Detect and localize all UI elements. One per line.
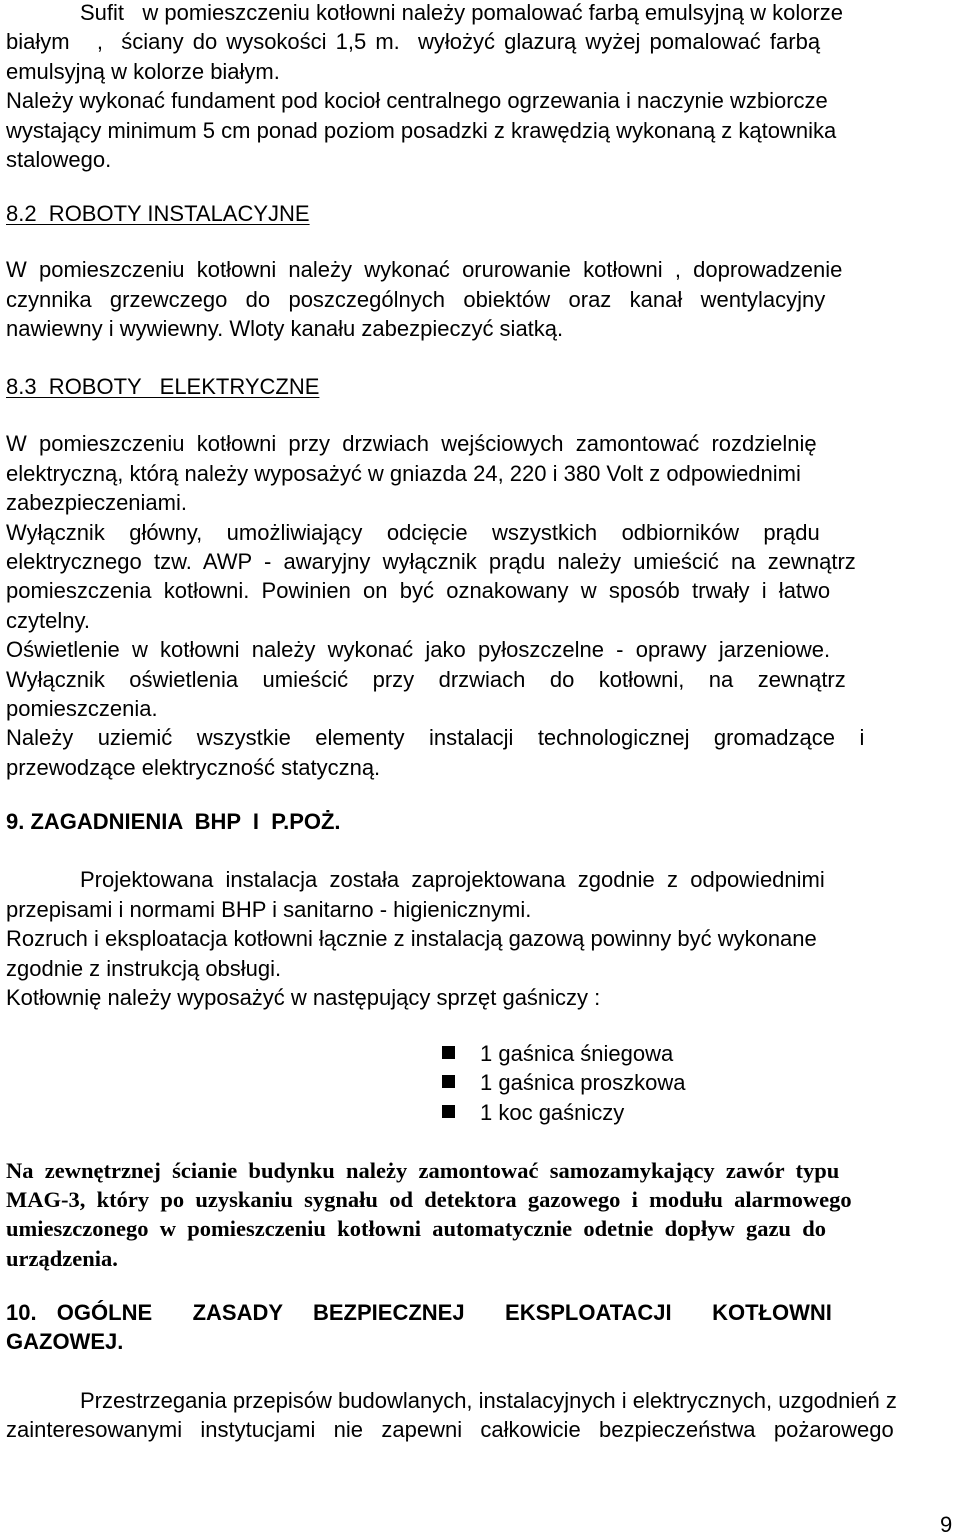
page-number: 9 xyxy=(940,1512,953,1537)
text-line: Wyłącznik oświetlenia umieścić przy drzwiach do kotłowni, na zewnątrz xyxy=(6,666,846,692)
square-bullet-icon xyxy=(442,1046,455,1059)
section-heading: 10. OGÓLNE ZASADY BEZPIECZNEJ EKSPLOATACJI KOTŁOWNI xyxy=(6,1300,832,1325)
gas-valve-notice xyxy=(6,1156,956,1273)
text-line: Projektowana instalacja została zaprojektowana zgodnie z odpowiednimi xyxy=(80,867,825,893)
section-8-2 xyxy=(6,199,956,344)
list-item: 1 koc gaśniczy xyxy=(442,1098,685,1127)
text-line: nawiewny i wywiewny. Wloty kanału zabezpieczyć siatką. xyxy=(6,316,564,342)
text-line: czytelny. xyxy=(6,607,90,633)
list-item: 1 gaśnica śniegowa xyxy=(442,1039,685,1068)
text-line: Należy wykonać fundament pod kocioł centralnego ogrzewania i naczynie wzbiorcze xyxy=(6,88,828,114)
text-line: Kotłownię należy wyposażyć w następujący sprzęt gaśniczy : xyxy=(6,985,601,1011)
text-line: przepisami i normami BHP i sanitarno - higienicznymi. xyxy=(6,896,532,922)
text-line: przewodzące elektryczność statyczną. xyxy=(6,754,381,780)
text-line: stalowego. xyxy=(6,147,112,173)
text-line: pomieszczenia. xyxy=(6,696,158,722)
list-item: 1 gaśnica proszkowa xyxy=(442,1068,685,1097)
text-line: urządzenia. xyxy=(6,1245,118,1271)
equipment-list xyxy=(6,1039,685,1127)
section-heading-continued: GAZOWEJ. xyxy=(6,1329,124,1355)
text-line: Na zewnętrznej ścianie budynku należy zamontować samozamykający zawór typu xyxy=(6,1158,840,1183)
section-8-1-continuation xyxy=(6,0,956,174)
text-line: MAG-3, który po uzyskaniu sygnału od detektora gazowego i modułu alarmowego xyxy=(6,1187,852,1213)
text-line: Sufit w pomieszczeniu kotłowni należy pomalować farbą emulsyjną w kolorze xyxy=(80,0,844,25)
section-heading: 9. ZAGADNIENIA BHP I P.POŻ. xyxy=(6,809,341,834)
section-8-3 xyxy=(6,372,956,782)
square-bullet-icon xyxy=(442,1105,455,1118)
section-10 xyxy=(6,1298,956,1445)
text-line: W pomieszczeniu kotłowni należy wykonać orurowanie kotłowni , doprowadzenie xyxy=(6,257,843,283)
text-line: Rozruch i eksploatacja kotłowni łącznie z instalacją gazową powinny być wykonane xyxy=(6,926,817,952)
text-line: białym , ściany do wysokości 1,5 m. wyłożyć glazurą wyżej pomalować farbą xyxy=(6,29,821,55)
section-heading: 8.2 ROBOTY INSTALACYJNE xyxy=(6,201,310,226)
text-line: Oświetlenie w kotłowni należy wykonać jako pyłoszczelne - oprawy jarzeniowe. xyxy=(6,637,831,663)
text-line: zgodnie z instrukcją obsługi. xyxy=(6,955,282,981)
section-9 xyxy=(6,807,956,1012)
text-line: czynnika grzewczego do poszczególnych obiektów oraz kanał wentylacyjny xyxy=(6,286,826,312)
text-line: umieszczonego w pomieszczeniu kotłowni automatycznie odetnie dopływ gazu do xyxy=(6,1216,826,1242)
text-line: Wyłącznik główny, umożliwiający odcięcie wszystkich odbiorników prądu xyxy=(6,519,820,545)
text-line: Należy uziemić wszystkie elementy instalacji technologicznej gromadzące i xyxy=(6,725,865,751)
text-line: zabezpieczeniami. xyxy=(6,490,187,516)
text-line: Przestrzegania przepisów budowlanych, instalacyjnych i elektrycznych, uzgodnień z xyxy=(80,1387,897,1413)
text-line: zainteresowanymi instytucjami nie zapewni całkowicie bezpieczeństwa pożarowego xyxy=(6,1417,894,1443)
text-line: W pomieszczeniu kotłowni przy drzwiach wejściowych zamontować rozdzielnię xyxy=(6,431,817,457)
text-line: wystający minimum 5 cm ponad poziom posadzki z krawędzią wykonaną z kątownika xyxy=(6,117,837,143)
section-heading: 8.3 ROBOTY ELEKTRYCZNE xyxy=(6,374,320,399)
square-bullet-icon xyxy=(442,1075,455,1088)
text-line: elektrycznego tzw. AWP - awaryjny wyłącznik prądu należy umieścić na zewnątrz xyxy=(6,549,856,575)
text-line: emulsyjną w kolorze białym. xyxy=(6,58,280,84)
text-line: pomieszczenia kotłowni. Powinien on być oznakowany w sposób trwały i łatwo xyxy=(6,578,831,604)
text-line: elektryczną, którą należy wyposażyć w gniazda 24, 220 i 380 Volt z odpowiednimi xyxy=(6,460,801,486)
